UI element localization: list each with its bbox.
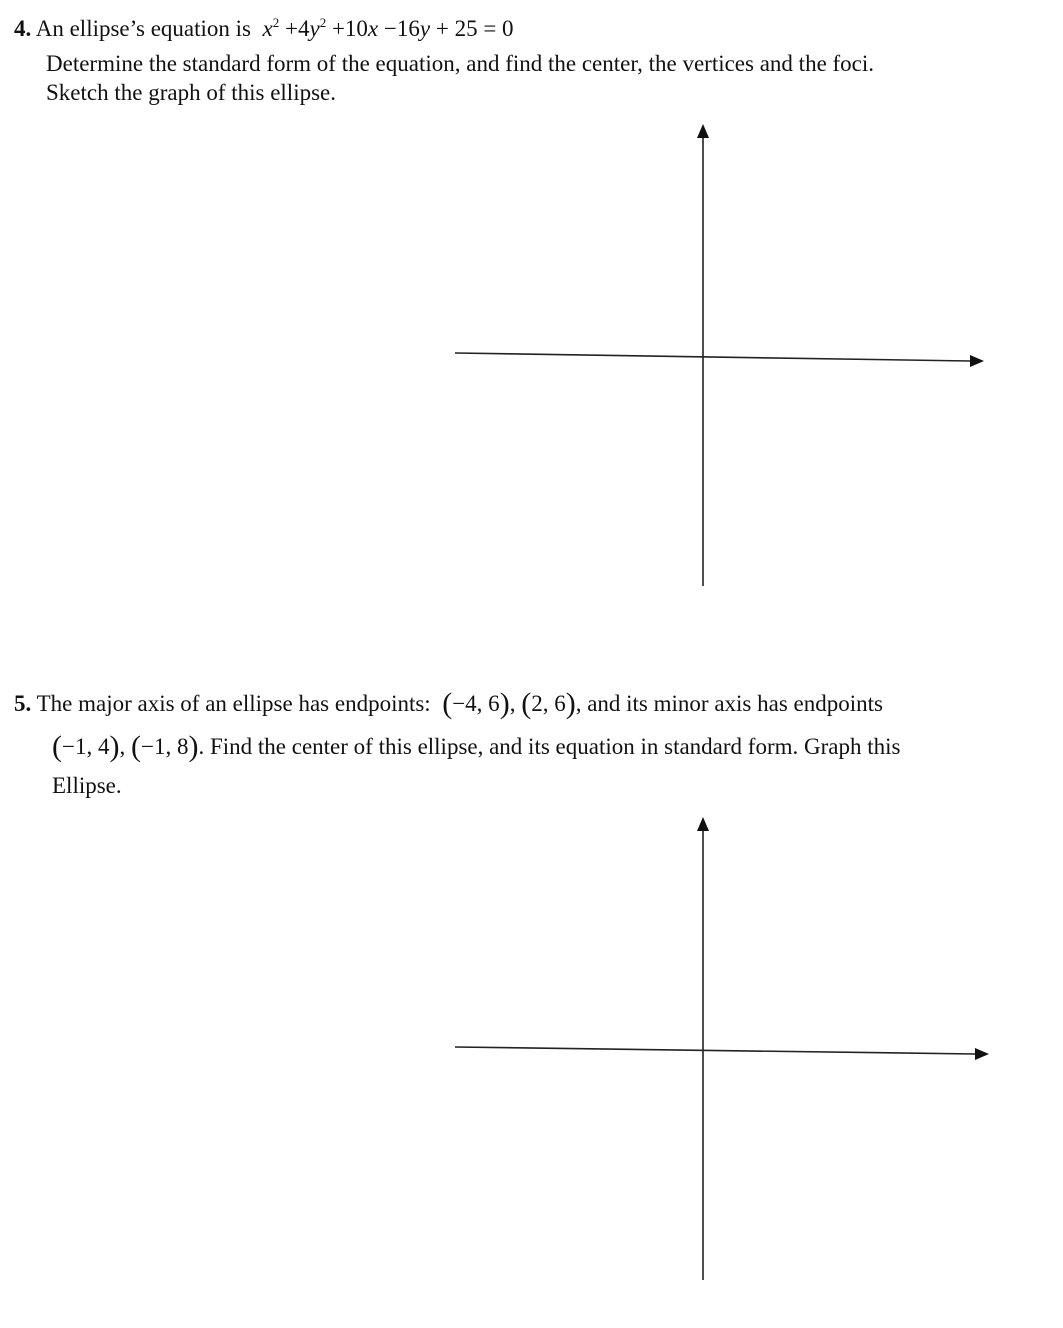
problem-5-axes	[455, 817, 989, 1280]
problem-5-text: The major axis of an ellipse has endpoints:	[36, 691, 431, 716]
eq-plus4: +4	[279, 16, 310, 41]
problem-5-line-1-tail: , and its minor axis has endpoints	[575, 691, 883, 716]
problem-5-x-axis	[455, 1047, 975, 1054]
problem-4-intro: An ellipse’s equation is	[35, 16, 252, 41]
problem-4-x-arrow-icon	[970, 355, 984, 367]
eq-x-exp: 2	[272, 15, 280, 30]
eq-x: x	[262, 16, 273, 41]
problem-5-line-1: 5. The major axis of an ellipse has endpoints: (−4, 6), (2, 6), and its minor axis has endpoints	[14, 687, 883, 720]
problem-4-number: 4.	[14, 16, 32, 41]
eq-plus10: +10	[326, 16, 368, 41]
problem-5-number: 5.	[14, 691, 32, 716]
eq-y: y	[309, 16, 320, 41]
problem-4-line-3: Sketch the graph of this ellipse.	[46, 80, 336, 105]
problem-5-line-3: Ellipse.	[52, 773, 122, 798]
eq-x2: x	[367, 16, 379, 41]
eq-minus16: −16	[378, 16, 420, 41]
problem-4-y-arrow-icon	[697, 124, 709, 138]
problem-4-axes	[455, 124, 984, 586]
problem-4-line-2: Determine the standard form of the equation, and find the center, the vertices and the foci.	[46, 51, 875, 76]
point-4: −1, 8	[140, 734, 189, 759]
problem-5-x-arrow-icon	[975, 1048, 989, 1060]
problem-4-x-axis	[455, 353, 970, 361]
eq-y2: y	[419, 16, 431, 41]
eq-rest: + 25 = 0	[430, 16, 514, 41]
problem-5-line-2-tail: . Find the center of this ellipse, and its equation in standard form. Graph this	[198, 734, 901, 759]
problem-5-y-arrow-icon	[697, 817, 709, 831]
point-3: −1, 4	[62, 734, 110, 759]
point-2: 2, 6	[531, 691, 566, 716]
problem-5-line-2: (−1, 4), (−1, 8). Find the center of this ellipse, and its equation in standard form. Graph this	[52, 730, 901, 763]
eq-y-exp: 2	[319, 15, 327, 30]
point-1: −4, 6	[452, 691, 500, 716]
